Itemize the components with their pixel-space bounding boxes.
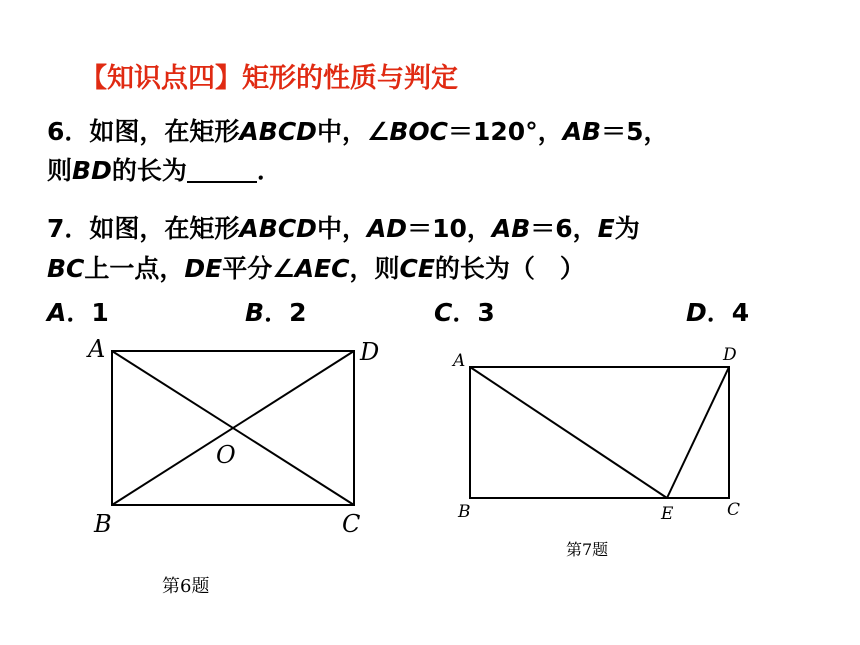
q7-rect-name: ABCD: [239, 214, 317, 243]
q7-segment-ab: AB: [491, 214, 531, 243]
q6-segment-ab: AB: [562, 117, 602, 146]
q7-segment-ad: AD: [366, 214, 408, 243]
question-6-line-2: [47, 153, 282, 189]
fig6-label-o: O: [216, 441, 236, 469]
fig6-label-c: C: [342, 510, 361, 538]
option-a-value: ．1: [66, 298, 109, 327]
fig6-label-b: B: [94, 510, 112, 538]
option-b-letter: B: [245, 298, 265, 327]
fig7-segment-ae: [470, 367, 667, 498]
q6-text-2: 中，∠: [316, 117, 390, 146]
fig7-label-c: C: [727, 500, 741, 520]
q6-text-5: 则: [47, 156, 73, 185]
q7-angle-aec: AEC: [294, 254, 350, 283]
option-a: [47, 293, 109, 329]
q7-text-2: 中，: [316, 214, 367, 243]
option-b: [245, 293, 306, 329]
q6-end: ．: [256, 156, 282, 185]
fig6-label-d: D: [360, 338, 380, 366]
option-c-value: ．3: [452, 298, 495, 327]
question-6-line-1: [47, 114, 669, 150]
option-c-letter: C: [434, 298, 453, 327]
fig6-label-a: A: [88, 335, 106, 363]
figure-7-caption: 第7题: [566, 540, 609, 559]
q7-segment-bc: BC: [47, 254, 85, 283]
option-b-value: ．2: [264, 298, 307, 327]
q7-text-5: 为: [614, 214, 640, 243]
figure-7: [445, 340, 765, 530]
fig7-rectangle: [470, 367, 729, 498]
q6-number: 6．: [47, 117, 90, 146]
fig7-segment-de: [667, 367, 729, 498]
q7-segment-de: DE: [184, 254, 223, 283]
option-d: [686, 293, 749, 329]
q7-segment-ce: CE: [399, 254, 435, 283]
q7-number: 7．: [47, 214, 90, 243]
q6-text-4: ＝5，: [601, 117, 669, 146]
q7-text-8: ，则: [349, 254, 400, 283]
option-d-value: ．4: [706, 298, 750, 327]
fig7-label-e: E: [661, 504, 674, 524]
q6-segment-bd: BD: [72, 156, 112, 185]
fig7-label-b: B: [458, 502, 471, 522]
question-7-line-1: [47, 211, 640, 247]
section-heading: 【知识点四】矩形的性质与判定: [80, 63, 458, 94]
q6-angle-name: BOC: [389, 117, 449, 146]
q7-text-7: 平分∠: [222, 254, 295, 283]
q6-text-6: 的长为: [111, 156, 187, 185]
q7-text-3: ＝10，: [407, 214, 492, 243]
q6-text-1: 如图，在矩形: [89, 117, 240, 146]
q6-text-3: ＝120°，: [448, 117, 563, 146]
fig7-label-a: A: [453, 351, 466, 371]
q7-text-4: ＝6，: [530, 214, 598, 243]
q7-text-1: 如图，在矩形: [89, 214, 240, 243]
question-7-line-2: [47, 251, 585, 287]
q7-text-9: 的长为（ ）: [434, 254, 585, 283]
figure-6: [80, 335, 400, 545]
answer-blank: [187, 157, 257, 183]
q7-text-6: 上一点，: [84, 254, 185, 283]
q6-rect-name: ABCD: [239, 117, 317, 146]
option-d-letter: D: [686, 298, 707, 327]
option-a-letter: A: [47, 298, 67, 327]
option-c: [434, 293, 495, 329]
fig7-label-d: D: [723, 345, 737, 365]
figure-6-caption: 第6题: [162, 576, 210, 597]
q7-point-e: E: [597, 214, 615, 243]
